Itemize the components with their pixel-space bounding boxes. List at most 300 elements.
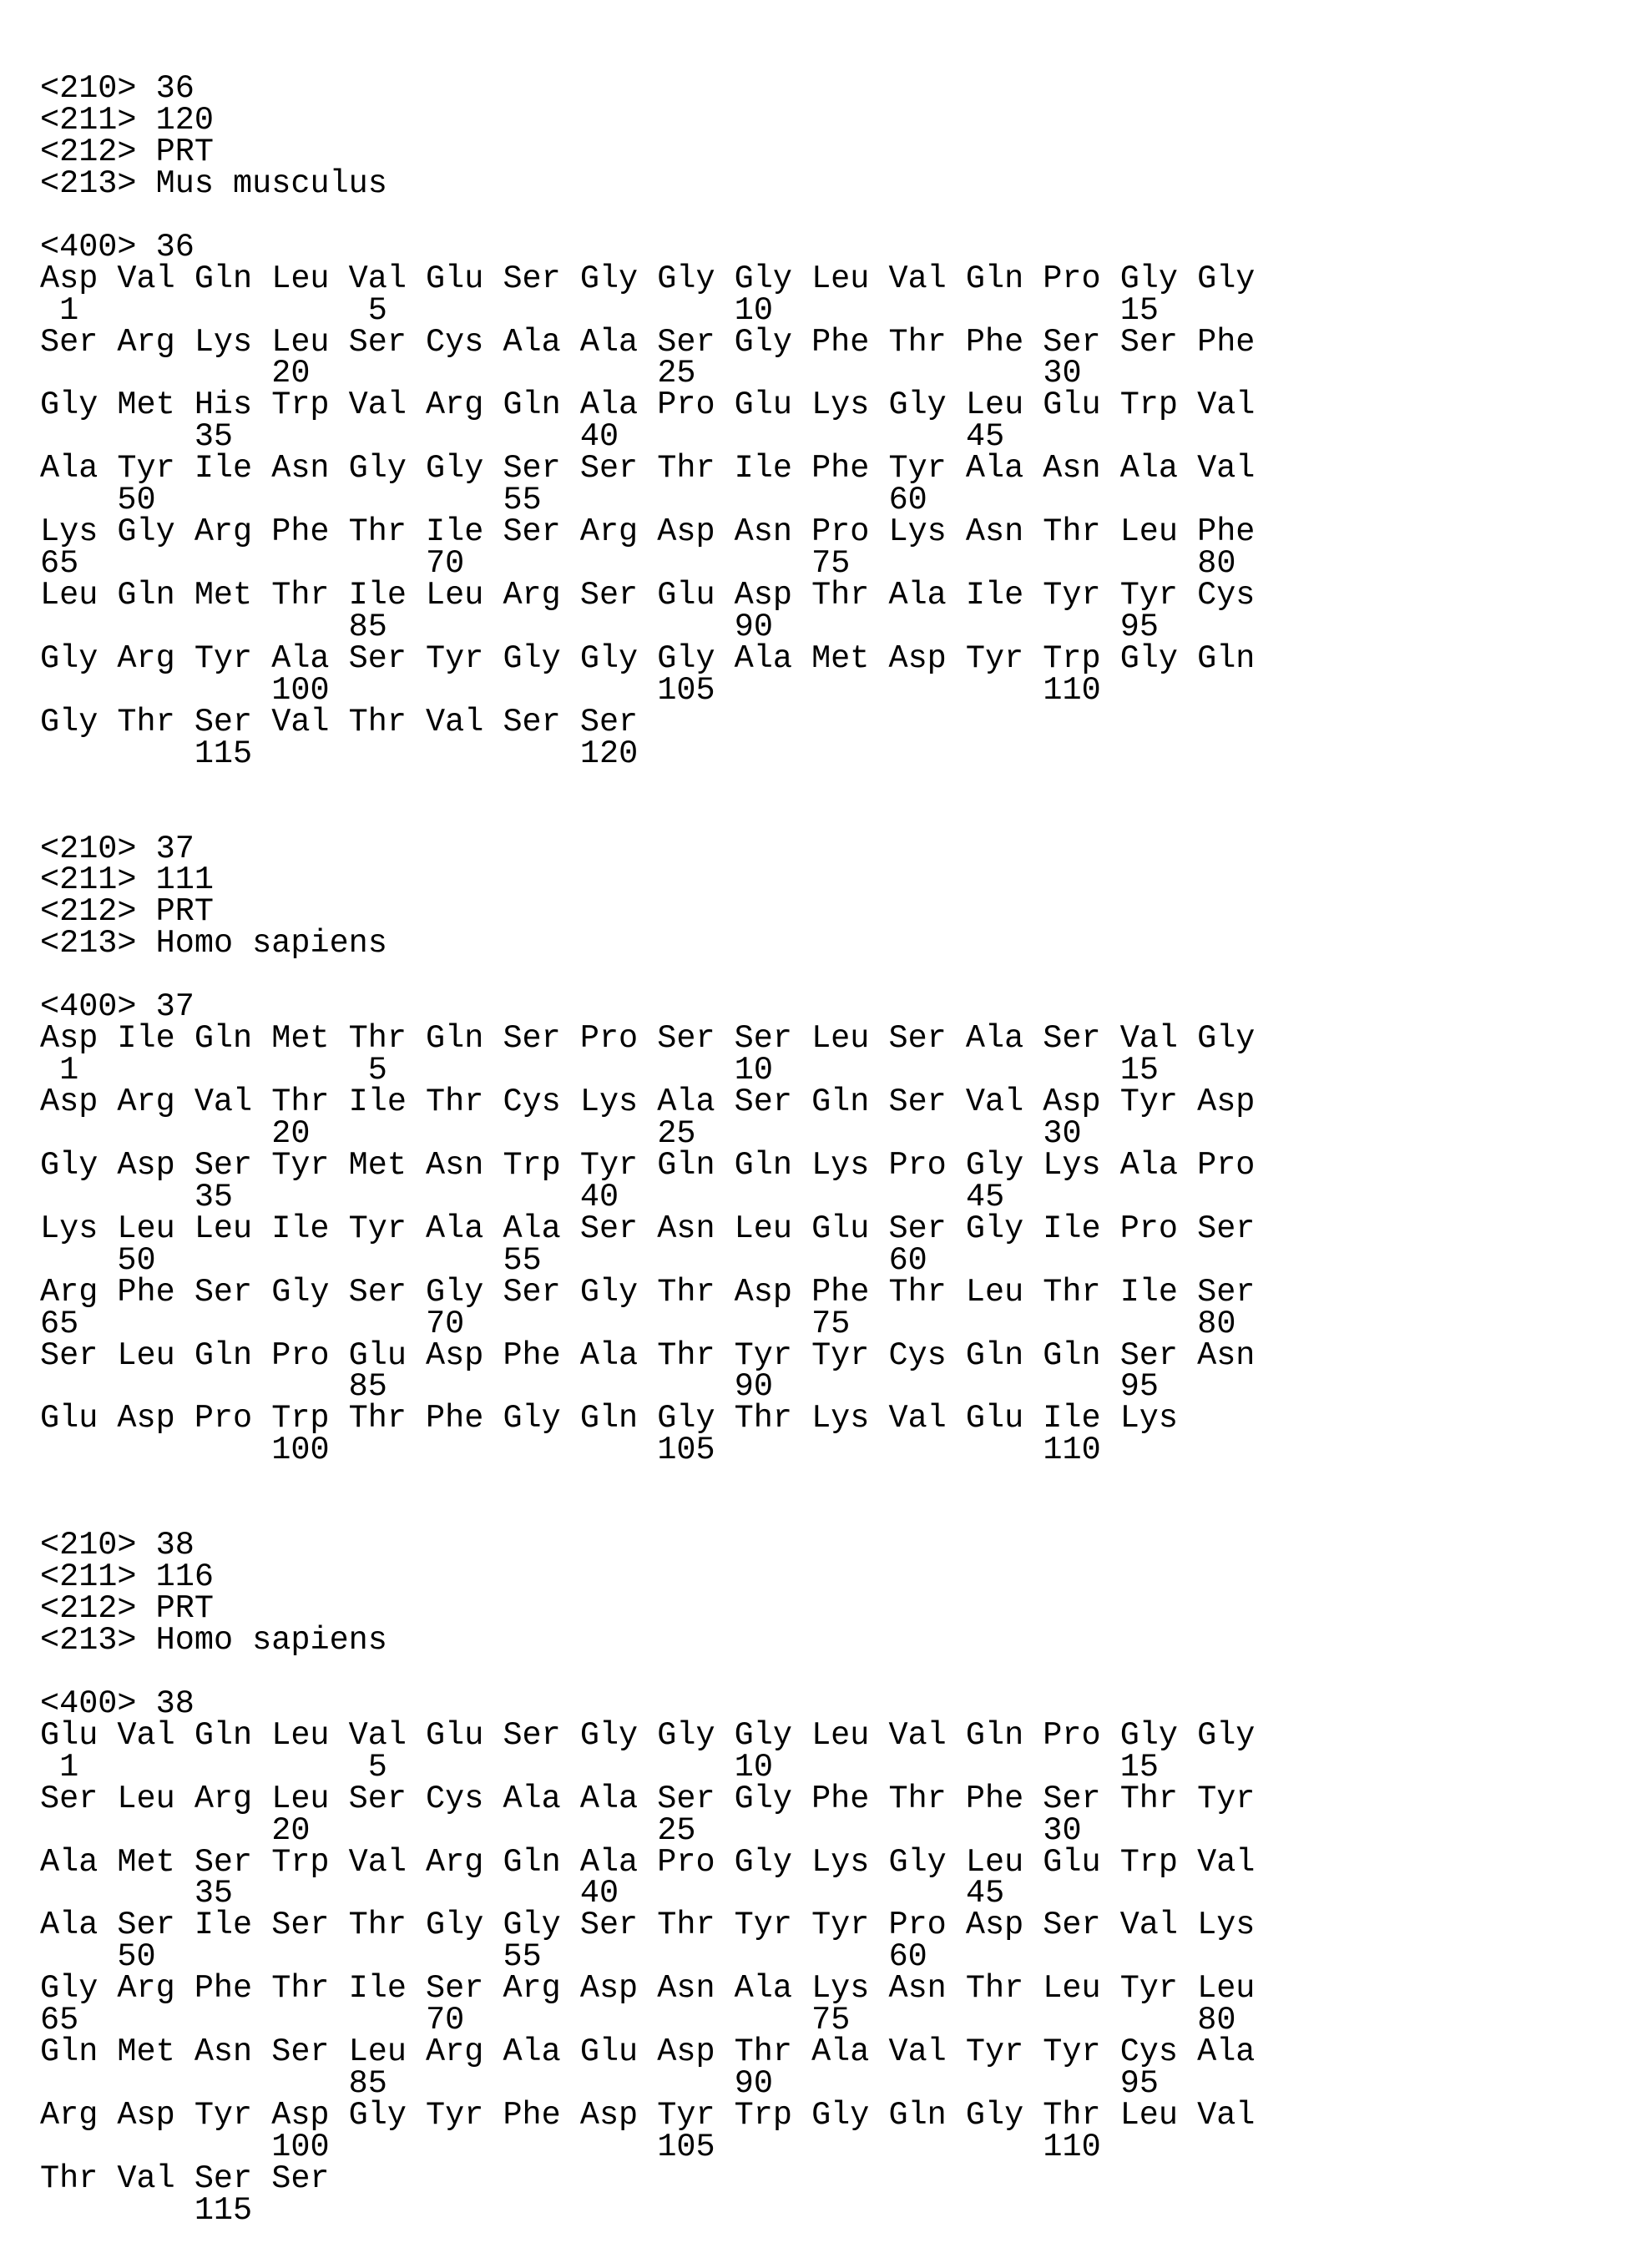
residue: Phe: [966, 1784, 1043, 1816]
residue: Ala: [503, 2037, 579, 2068]
residue: Ala: [580, 390, 657, 422]
residue: Ser: [40, 1341, 117, 1372]
residue: Ser: [580, 1214, 657, 1245]
residue: Ala: [580, 327, 657, 359]
residue: Asp: [580, 2100, 657, 2132]
residue: Gly: [657, 1403, 734, 1435]
spacer: [40, 960, 1275, 992]
residue: Pro: [1197, 1150, 1274, 1182]
residue: Ser: [271, 2164, 348, 2195]
residue: Ala: [580, 1784, 657, 1816]
residue: Ala: [40, 1847, 117, 1879]
position-number: 30: [1043, 1816, 1081, 1847]
residue-row: [40, 327, 1275, 359]
residue: Gln: [1043, 1341, 1119, 1372]
residue: Val: [117, 1720, 194, 1752]
residue: Val: [349, 1720, 426, 1752]
residue: Gly: [1120, 644, 1197, 675]
residue: Met: [195, 580, 271, 612]
field-tag: <400>: [40, 988, 137, 1025]
residue: Leu: [1197, 1973, 1274, 2005]
residue: Leu: [426, 580, 503, 612]
position-row: [40, 675, 1275, 707]
residue-row: [40, 1973, 1275, 2005]
residue: Ile: [1043, 1214, 1119, 1245]
residue: Thr: [1120, 1784, 1197, 1816]
position-number: 85: [349, 2068, 387, 2100]
residue: Lys: [811, 1150, 888, 1182]
residue: Asp: [735, 1277, 811, 1309]
residue: Gln: [811, 1087, 888, 1119]
residue: Tyr: [271, 1150, 348, 1182]
residue: Val: [1197, 1847, 1274, 1879]
field-tag: <210>: [40, 70, 137, 107]
residue: Ser: [503, 1023, 579, 1055]
residue: Trp: [503, 1150, 579, 1182]
residue: Ser: [503, 1277, 579, 1309]
residue: Ala: [1197, 2037, 1274, 2068]
residue: Ser: [580, 580, 657, 612]
residue: Thr: [271, 580, 348, 612]
residue: Ser: [1197, 1214, 1274, 1245]
residue: Leu: [966, 1277, 1043, 1309]
residue: Tyr: [657, 2100, 734, 2132]
position-number: 20: [271, 1816, 310, 1847]
residue: Gly: [40, 1973, 117, 2005]
residue: Leu: [735, 1214, 811, 1245]
residue: Thr: [426, 1087, 503, 1119]
residue: Arg: [426, 390, 503, 422]
position-number: 30: [1043, 358, 1081, 390]
residue: Ser: [195, 1277, 271, 1309]
residue: Ser: [657, 1784, 734, 1816]
residue: Asp: [426, 1341, 503, 1372]
residue: Val: [888, 264, 965, 295]
residue: Gly: [888, 390, 965, 422]
residue: Val: [1197, 390, 1274, 422]
position-number: 50: [117, 1245, 155, 1277]
position-number: 15: [1120, 295, 1159, 327]
residue: Leu: [966, 1847, 1043, 1879]
position-number: 120: [580, 739, 638, 770]
position-number: 15: [1120, 1752, 1159, 1784]
residue: Thr: [966, 1973, 1043, 2005]
residue: Leu: [271, 327, 348, 359]
residue: Gly: [888, 1847, 965, 1879]
residue-row: [40, 390, 1275, 422]
field-tag: <213>: [40, 165, 137, 202]
residue: Pro: [1043, 1720, 1119, 1752]
residue: Arg: [40, 1277, 117, 1309]
residue: Trp: [1120, 390, 1197, 422]
position-number: 20: [271, 1119, 310, 1150]
residue-row: [40, 1087, 1275, 1119]
position-number: 65: [40, 2005, 78, 2037]
residue: Gly: [349, 453, 426, 485]
residue: Arg: [426, 1847, 503, 1879]
position-number: 100: [271, 675, 329, 707]
residue: Gln: [503, 390, 579, 422]
position-row: [40, 739, 1275, 770]
residue: Pro: [888, 1150, 965, 1182]
position-row: [40, 2005, 1275, 2037]
residue: Arg: [195, 1784, 271, 1816]
position-number: 95: [1120, 2068, 1159, 2100]
residue: Thr: [40, 2164, 117, 2195]
residue: Ala: [503, 327, 579, 359]
residue-row: [40, 1784, 1275, 1816]
residue: Ser: [657, 327, 734, 359]
residue: Ser: [1043, 327, 1119, 359]
residue: Gly: [735, 1720, 811, 1752]
residue-row: [40, 2100, 1275, 2132]
residue: Pro: [811, 517, 888, 548]
residue: Gly: [271, 1277, 348, 1309]
position-row: [40, 1309, 1275, 1341]
position-number: 85: [349, 1371, 387, 1403]
residue: Ser: [1043, 1023, 1119, 1055]
residue: Ser: [1043, 1784, 1119, 1816]
residue: Asn: [735, 517, 811, 548]
residue-row: [40, 644, 1275, 675]
position-row: [40, 1055, 1275, 1087]
residue: Asn: [1197, 1341, 1274, 1372]
residue: Arg: [117, 327, 194, 359]
residue: Gly: [40, 1150, 117, 1182]
residue-row: [40, 1214, 1275, 1245]
residue: Asp: [657, 2037, 734, 2068]
residue: Asn: [1043, 453, 1119, 485]
residue: Gln: [888, 2100, 965, 2132]
residue: Arg: [195, 517, 271, 548]
spacer: [40, 200, 1275, 232]
field-type: [40, 137, 1275, 169]
residue: Ala: [735, 1973, 811, 2005]
residue: Pro: [580, 1023, 657, 1055]
residue: His: [195, 390, 271, 422]
field-seq-id: [40, 834, 1275, 866]
field-tag: <213>: [40, 925, 137, 962]
position-number: 50: [117, 485, 155, 517]
residue: Leu: [966, 390, 1043, 422]
residue: Val: [271, 707, 348, 739]
position-number: 80: [1197, 2005, 1235, 2037]
spacer: [40, 770, 1275, 834]
residue: Met: [117, 2037, 194, 2068]
position-number: 70: [426, 2005, 464, 2037]
residue: Arg: [40, 2100, 117, 2132]
residue: Met: [349, 1150, 426, 1182]
residue: Gly: [657, 1720, 734, 1752]
residue: Ser: [349, 1277, 426, 1309]
residue: Ala: [966, 1023, 1043, 1055]
field-value: PRT: [156, 893, 214, 930]
position-number: 5: [368, 1055, 387, 1087]
residue: Ala: [40, 453, 117, 485]
residue-row: [40, 1847, 1275, 1879]
residue: Pro: [271, 1341, 348, 1372]
residue: Cys: [426, 1784, 503, 1816]
residue: Lys: [1197, 1910, 1274, 1942]
residue: Gly: [580, 1720, 657, 1752]
residue: Phe: [811, 453, 888, 485]
residue: Thr: [1043, 1277, 1119, 1309]
position-number: 110: [1043, 2132, 1100, 2164]
field-length: [40, 1562, 1275, 1594]
residue: Glu: [426, 264, 503, 295]
residue: Tyr: [195, 644, 271, 675]
residue: Ser: [1043, 1910, 1119, 1942]
position-number: 55: [503, 1942, 541, 1973]
position-number: 60: [889, 1942, 927, 1973]
position-number: 85: [349, 612, 387, 644]
residue: Phe: [811, 1277, 888, 1309]
residue: Val: [888, 1720, 965, 1752]
residue: Gly: [426, 1277, 503, 1309]
residue-row: [40, 1023, 1275, 1055]
residue: Gly: [40, 707, 117, 739]
residue: Ile: [426, 517, 503, 548]
residue: Ile: [195, 453, 271, 485]
residue: Ser: [195, 1847, 271, 1879]
residue: Ser: [349, 644, 426, 675]
residue: Asp: [735, 580, 811, 612]
residue-row: [40, 2164, 1275, 2195]
residue: Thr: [888, 327, 965, 359]
residue: Thr: [349, 1910, 426, 1942]
position-row: [40, 1245, 1275, 1277]
position-number: 75: [811, 1309, 850, 1341]
residue: Gln: [40, 2037, 117, 2068]
position-number: 10: [735, 1055, 773, 1087]
residue: Ser: [349, 1784, 426, 1816]
residue: Gly: [1120, 1720, 1197, 1752]
residue: Ser: [1120, 327, 1197, 359]
residue: Glu: [426, 1720, 503, 1752]
position-row: [40, 1182, 1275, 1214]
position-number: 25: [657, 1119, 695, 1150]
field-tag: <212>: [40, 893, 137, 930]
residue: Phe: [811, 327, 888, 359]
residue: Cys: [1120, 2037, 1197, 2068]
field-value: 36: [156, 229, 195, 265]
position-number: 105: [657, 675, 715, 707]
position-number: 115: [195, 739, 252, 770]
residue: Ala: [735, 644, 811, 675]
residue-row: [40, 453, 1275, 485]
residue-row: [40, 1150, 1275, 1182]
residue: Arg: [580, 517, 657, 548]
position-number: 100: [271, 2132, 329, 2164]
position-number: 30: [1043, 1119, 1081, 1150]
field-tag: <400>: [40, 1685, 137, 1722]
residue: Asn: [657, 1973, 734, 2005]
residue: Asp: [580, 1973, 657, 2005]
residue: Arg: [117, 1087, 194, 1119]
residue-row: [40, 580, 1275, 612]
residue: Gly: [735, 264, 811, 295]
residue: Tyr: [426, 644, 503, 675]
residue-row: [40, 264, 1275, 295]
residue: Met: [117, 1847, 194, 1879]
residue: Ser: [888, 1214, 965, 1245]
field-length: [40, 865, 1275, 897]
position-number: 10: [735, 1752, 773, 1784]
residue: Glu: [349, 1341, 426, 1372]
residue: Thr: [657, 1341, 734, 1372]
residue: Gly: [503, 1403, 579, 1435]
residue: Thr: [1043, 517, 1119, 548]
residue: Ser: [735, 1087, 811, 1119]
position-row: [40, 1435, 1275, 1467]
field-value: PRT: [156, 134, 214, 170]
position-number: 75: [811, 548, 850, 580]
position-number: 100: [271, 1435, 329, 1467]
residue: Lys: [811, 390, 888, 422]
residue: Val: [117, 264, 194, 295]
residue: Asp: [117, 2100, 194, 2132]
position-number: 90: [735, 2068, 773, 2100]
field-value: PRT: [156, 1590, 214, 1627]
residue: Ser: [503, 1720, 579, 1752]
residue: Val: [1120, 1023, 1197, 1055]
residue: Leu: [811, 1023, 888, 1055]
residue: Gly: [1120, 264, 1197, 295]
residue: Ser: [1120, 1341, 1197, 1372]
residue: Pro: [657, 390, 734, 422]
residue: Thr: [349, 707, 426, 739]
residue: Cys: [888, 1341, 965, 1372]
residue: Gly: [735, 1784, 811, 1816]
residue: Glu: [580, 2037, 657, 2068]
position-number: 90: [735, 612, 773, 644]
residue: Ser: [580, 1910, 657, 1942]
residue: Leu: [117, 1784, 194, 1816]
field-value: 111: [156, 861, 214, 898]
residue: Gln: [657, 1150, 734, 1182]
residue: Asn: [657, 1214, 734, 1245]
position-number: 20: [271, 358, 310, 390]
position-number: 25: [657, 1816, 695, 1847]
residue: Lys: [811, 1847, 888, 1879]
field-tag: <211>: [40, 861, 137, 898]
position-row: [40, 422, 1275, 453]
position-row: [40, 2068, 1275, 2100]
residue: Ser: [580, 707, 657, 739]
residue: Cys: [1197, 580, 1274, 612]
position-number: 1: [59, 1055, 78, 1087]
residue: Trp: [271, 390, 348, 422]
position-number: 70: [426, 548, 464, 580]
position-number: 50: [117, 1942, 155, 1973]
residue: Gln: [580, 1403, 657, 1435]
residue: Thr: [271, 1087, 348, 1119]
position-number: 60: [889, 1245, 927, 1277]
residue: Lys: [811, 1973, 888, 2005]
residue: Lys: [40, 1214, 117, 1245]
residue-row: [40, 2037, 1275, 2068]
residue: Gly: [966, 2100, 1043, 2132]
residue: Ile: [349, 1087, 426, 1119]
residue: Tyr: [580, 1150, 657, 1182]
residue: Asp: [657, 517, 734, 548]
position-row: [40, 485, 1275, 517]
residue: Val: [426, 707, 503, 739]
position-number: 45: [966, 1878, 1004, 1910]
residue: Asp: [1043, 1087, 1119, 1119]
residue: Ala: [271, 644, 348, 675]
residue: Leu: [1043, 1973, 1119, 2005]
residue: Leu: [271, 1720, 348, 1752]
residue: Phe: [503, 1341, 579, 1372]
residue: Tyr: [349, 1214, 426, 1245]
residue: Val: [888, 1403, 965, 1435]
residue: Glu: [735, 390, 811, 422]
residue: Leu: [271, 1784, 348, 1816]
residue: Gly: [1197, 264, 1274, 295]
position-row: [40, 548, 1275, 580]
residue: Pro: [195, 1403, 271, 1435]
residue: Trp: [1120, 1847, 1197, 1879]
residue: Glu: [40, 1720, 117, 1752]
residue: Gly: [811, 2100, 888, 2132]
residue: Ala: [1120, 453, 1197, 485]
residue: Glu: [1043, 1847, 1119, 1879]
sequence-entry: [40, 1530, 1275, 2227]
residue: Gln: [195, 1341, 271, 1372]
residue: Ser: [503, 707, 579, 739]
residue: Asp: [40, 1023, 117, 1055]
residue: Ser: [503, 517, 579, 548]
field-value: 116: [156, 1558, 214, 1595]
residue: Asn: [195, 2037, 271, 2068]
residue: Thr: [888, 1277, 965, 1309]
residue: Gly: [503, 644, 579, 675]
residue: Gly: [657, 644, 734, 675]
residue: Gly: [426, 453, 503, 485]
residue: Thr: [349, 517, 426, 548]
residue: Leu: [811, 264, 888, 295]
position-row: [40, 2195, 1275, 2227]
position-number: 55: [503, 1245, 541, 1277]
residue: Phe: [503, 2100, 579, 2132]
residue: Ser: [888, 1023, 965, 1055]
residue: Lys: [1120, 1403, 1197, 1435]
position-number: 105: [657, 1435, 715, 1467]
residue: Ser: [40, 1784, 117, 1816]
residue: Tyr: [1043, 2037, 1119, 2068]
residue: Glu: [811, 1214, 888, 1245]
residue: Val: [1197, 453, 1274, 485]
residue: Tyr: [1120, 1087, 1197, 1119]
residue: Gly: [349, 2100, 426, 2132]
residue: Asp: [888, 644, 965, 675]
position-number: 75: [811, 2005, 850, 2037]
residue: Asn: [888, 1973, 965, 2005]
position-number: 110: [1043, 1435, 1100, 1467]
position-number: 35: [195, 1182, 233, 1214]
residue: Thr: [271, 1973, 348, 2005]
position-number: 90: [735, 1371, 773, 1403]
residue: Trp: [1043, 644, 1119, 675]
position-number: 5: [368, 295, 387, 327]
residue: Lys: [195, 327, 271, 359]
residue: Gly: [580, 1277, 657, 1309]
position-number: 40: [580, 1878, 619, 1910]
field-seq-id: [40, 1530, 1275, 1562]
residue: Lys: [811, 1403, 888, 1435]
residue: Pro: [888, 1910, 965, 1942]
